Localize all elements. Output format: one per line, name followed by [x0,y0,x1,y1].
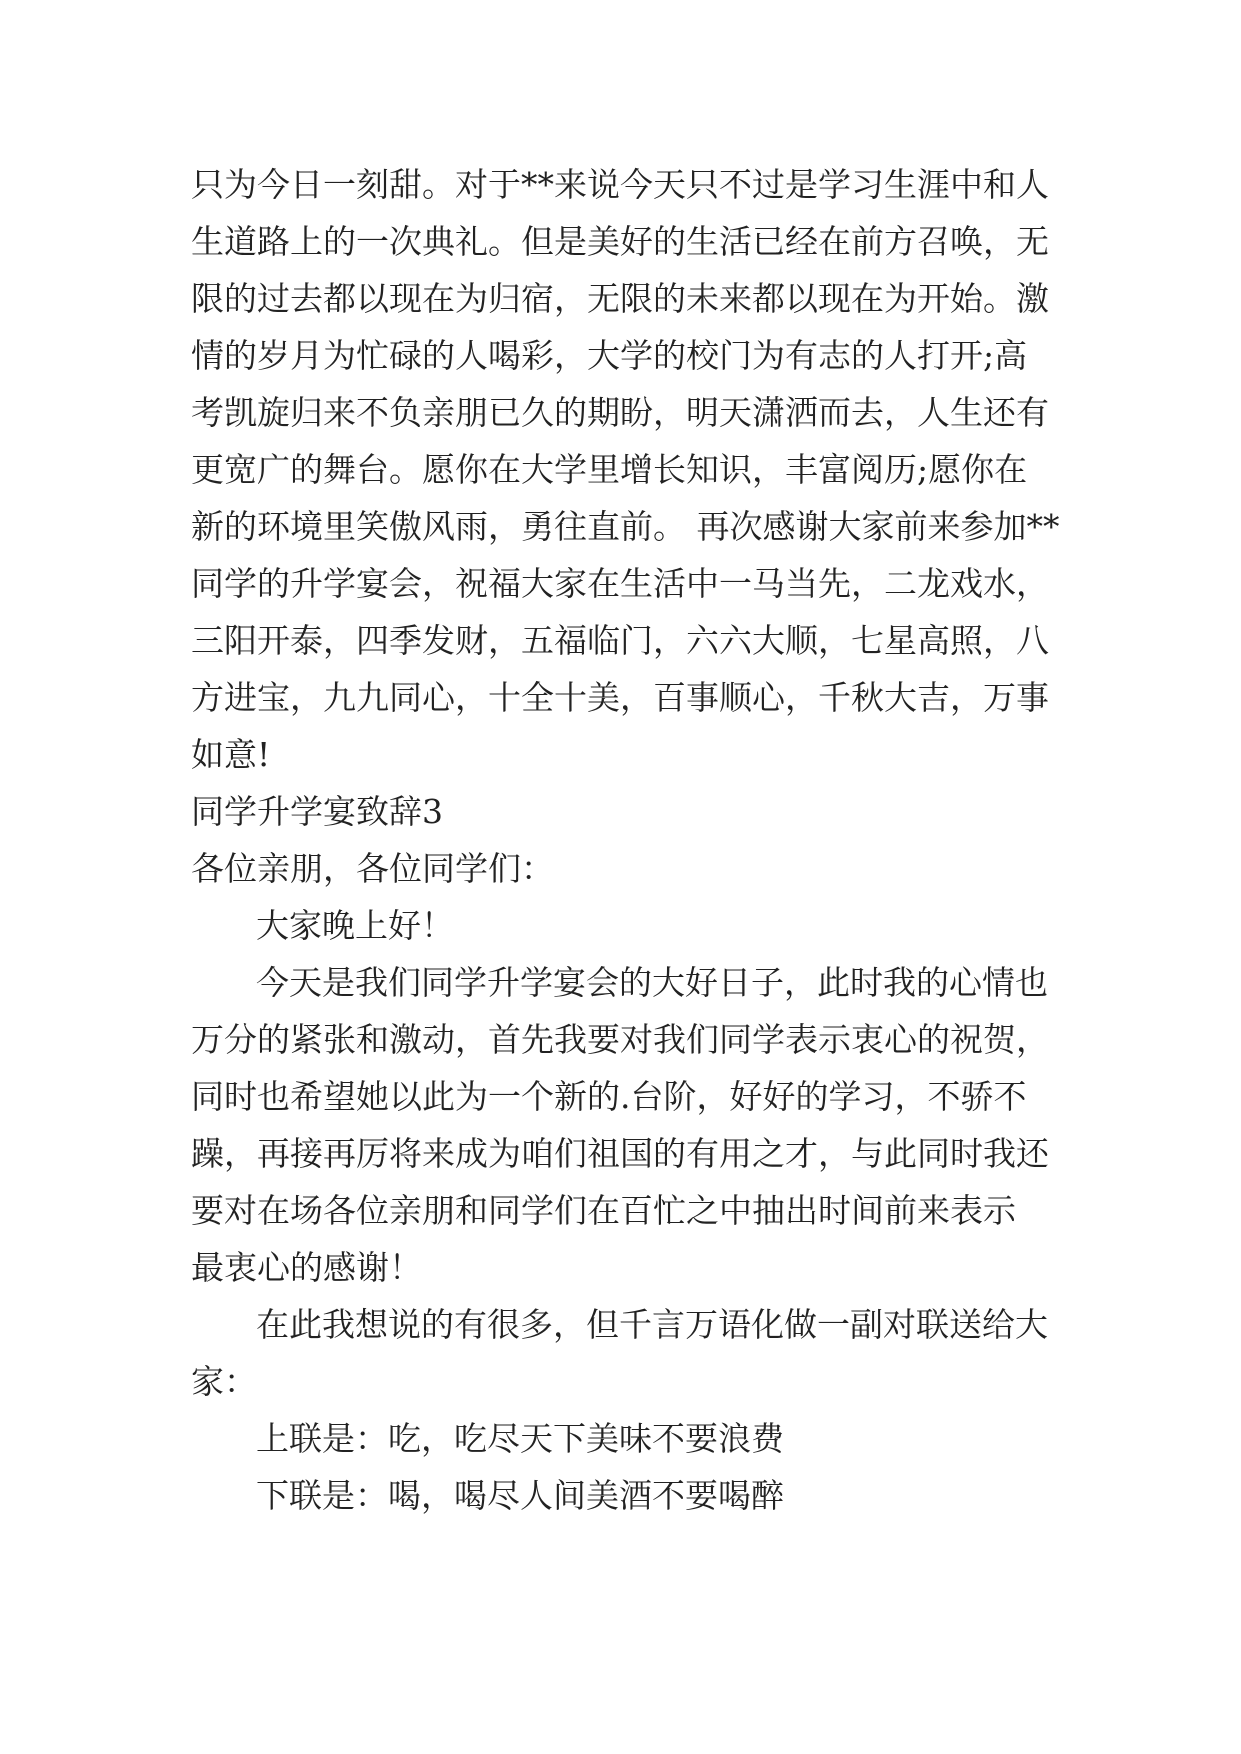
text-line: 生道路上的一次典礼。但是美好的生活已经在前方召唤，无 [191,222,1049,261]
text-line: 如意! [191,735,271,774]
couplet-upper: 上联是：吃，吃尽天下美味不要浪费 [256,1419,784,1458]
text-line: 限的过去都以现在为归宿，无限的未来都以现在为开始。激 [191,279,1049,318]
text-line: 家： [191,1362,257,1401]
text-line: 更宽广的舞台。愿你在大学里增长知识，丰富阅历;愿你在 [191,450,1028,489]
text-line: 在此我想说的有很多，但千言万语化做一副对联送给大 [256,1305,1048,1344]
text-line: 同学的升学宴会，祝福大家在生活中一马当先，二龙戏水， [191,564,1049,603]
salutation: 各位亲朋，各位同学们： [191,849,554,888]
text-line: 最衷心的感谢！ [191,1248,422,1287]
text-line: 只为今日一刻甜。对于**来说今天只不过是学习生涯中和人 [191,165,1049,204]
text-line: 三阳开泰，四季发财，五福临门，六六大顺，七星高照，八 [191,621,1049,660]
text-line: 今天是我们同学升学宴会的大好日子，此时我的心情也 [256,963,1048,1002]
section-heading: 同学升学宴致辞3 [191,792,443,831]
couplet-lower: 下联是：喝，喝尽人间美酒不要喝醉 [256,1476,784,1515]
text-line: 情的岁月为忙碌的人喝彩，大学的校门为有志的人打开;高 [191,336,1028,375]
text-line: 万分的紧张和激动，首先我要对我们同学表示衷心的祝贺， [191,1020,1049,1059]
text-line: 考凯旋归来不负亲朋已久的期盼，明天潇洒而去，人生还有 [191,393,1049,432]
text-line: 躁，再接再厉将来成为咱们祖国的有用之才，与此同时我还 [191,1134,1049,1173]
text-line: 新的环境里笑傲风雨，勇往直前。 再次感谢大家前来参加** [191,507,1060,546]
text-line: 要对在场各位亲朋和同学们在百忙之中抽出时间前来表示 [191,1191,1016,1230]
text-line: 方进宝，九九同心，十全十美，百事顺心，千秋大吉，万事 [191,678,1049,717]
greeting: 大家晚上好！ [256,906,454,945]
text-line: 同时也希望她以此为一个新的.台阶，好好的学习，不骄不 [191,1077,1027,1116]
